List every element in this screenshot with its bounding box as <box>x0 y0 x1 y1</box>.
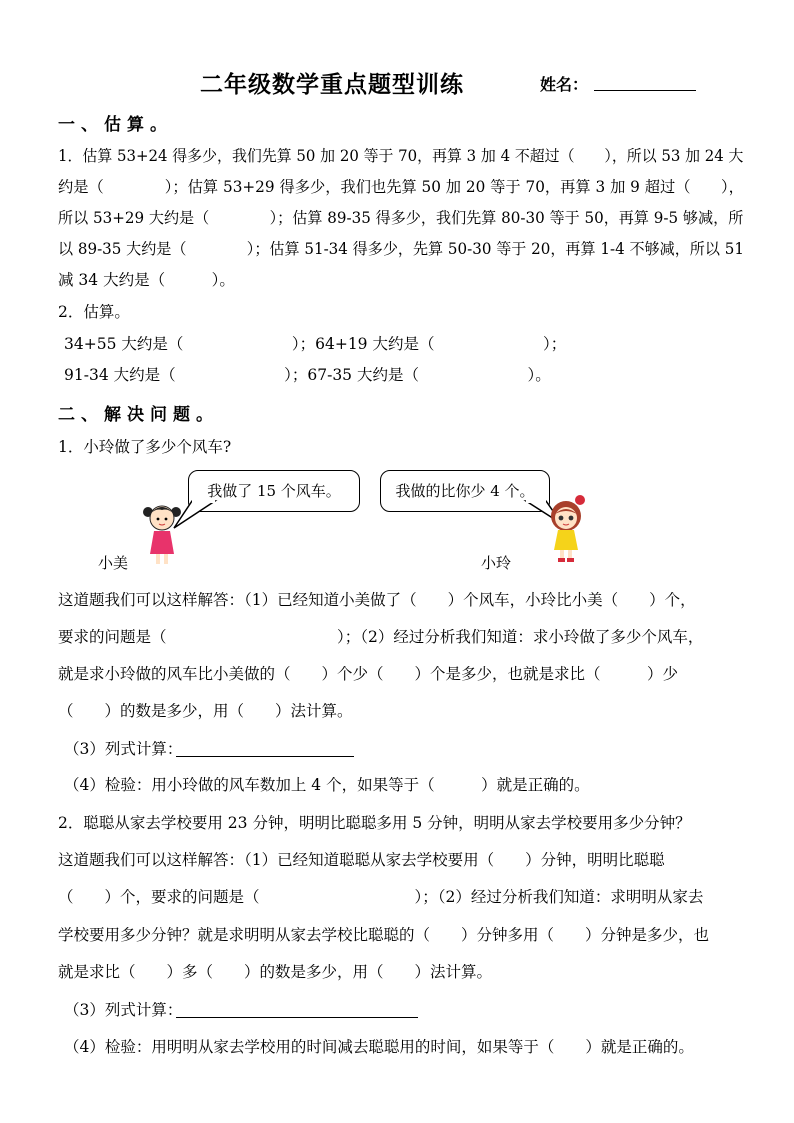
problem1-check-line: （4）检验：用小玲做的风车数加上 4 个，如果等于（ ）就是正确的。 <box>64 776 590 794</box>
problem1-line: （ ）的数是多少，用（ ）法计算。 <box>58 702 353 720</box>
q1-line: 约是（ ）；估算 53+29 得多少，我们也先算 50 加 20 等于 70，再算 3 加 9 超过（ ）， <box>58 178 744 196</box>
problem2-line: 学校要用多少分钟？就是求明明从家去学校比聪聪的（ ）分钟多用（ ）分钟是多少，也 <box>58 926 710 944</box>
page-title: 二年级数学重点题型训练 <box>200 72 464 98</box>
problem1-calc-label: （3）列式计算： <box>64 740 183 758</box>
problem1-line: 就是求小玲做的风车比小美做的（ ）个少（ ）个是多少，也就是求比（ ）少 <box>58 665 679 683</box>
q1-line: 以 89-35 大约是（ ）；估算 51-34 得多少，先算 50-30 等于 20，再算 1-4 不够减，所以 51 <box>58 240 744 258</box>
problem2-line: （ ）个，要求的问题是（ ）；（2）经过分析我们知道：求明明从家去 <box>58 888 704 906</box>
problem2-check-line: （4）检验：用明明从家去学校用的时间减去聪聪用的时间，如果等于（ ）就是正确的。 <box>64 1038 694 1056</box>
speech-bubble-right-text: 我做的比你少 4 个。 <box>395 482 535 500</box>
q2-line: 91-34 大约是（ ）；67-35 大约是（ ）。 <box>64 366 551 384</box>
q1-line: 减 34 大约是（ ）。 <box>58 271 235 289</box>
problem1-line: 要求的问题是（ ）；（2）经过分析我们知道：求小玲做了多少个风车， <box>58 628 704 646</box>
section-heading-estimation: 一、估算。 <box>58 115 173 135</box>
problem2-calc-label: （3）列式计算： <box>64 1001 183 1019</box>
character-name-xiaomei: 小美 <box>98 554 129 572</box>
q1-line: 所以 53+29 大约是（ ）；估算 89-35 得多少，我们先算 80-30 等于 50，再算 9-5 够减，所 <box>58 209 744 227</box>
problem1-line: 这道题我们可以这样解答：（1）已经知道小美做了（ ）个风车，小玲比小美（ ）个， <box>58 591 696 609</box>
q2-label: 2．估算。 <box>58 303 130 321</box>
girl-xiaoling-illustration <box>544 494 594 566</box>
problem2-line: 就是求比（ ）多（ ）的数是多少，用（ ）法计算。 <box>58 963 493 981</box>
problem1-label: 1．小玲做了多少个风车? <box>58 438 232 456</box>
q1-line: 1．估算 53+24 得多少，我们先算 50 加 20 等于 70，再算 3 加 4 不超过（ ），所以 53 加 24 大 <box>58 147 744 165</box>
problem2-label: 2．聪聪从家去学校要用 23 分钟，明明比聪聪多用 5 分钟，明明从家去学校要用多少分钟？ <box>58 814 691 832</box>
speech-bubble-left-text: 我做了 15 个风车。 <box>207 482 341 500</box>
character-name-xiaoling: 小玲 <box>481 554 512 572</box>
q2-line: 34+55 大约是（ ）；64+19 大约是（ ）； <box>64 335 567 353</box>
problem1-calc-blank[interactable] <box>176 756 354 757</box>
girl-xiaomei-illustration <box>140 498 184 568</box>
section-heading-problem-solving: 二、解决问题。 <box>58 405 219 425</box>
problem2-calc-blank[interactable] <box>176 1017 418 1018</box>
name-label: 姓名： <box>540 75 589 94</box>
problem2-line: 这道题我们可以这样解答：（1）已经知道聪聪从家去学校要用（ ）分钟，明明比聪聪 <box>58 851 665 869</box>
name-blank-line[interactable] <box>594 90 696 91</box>
